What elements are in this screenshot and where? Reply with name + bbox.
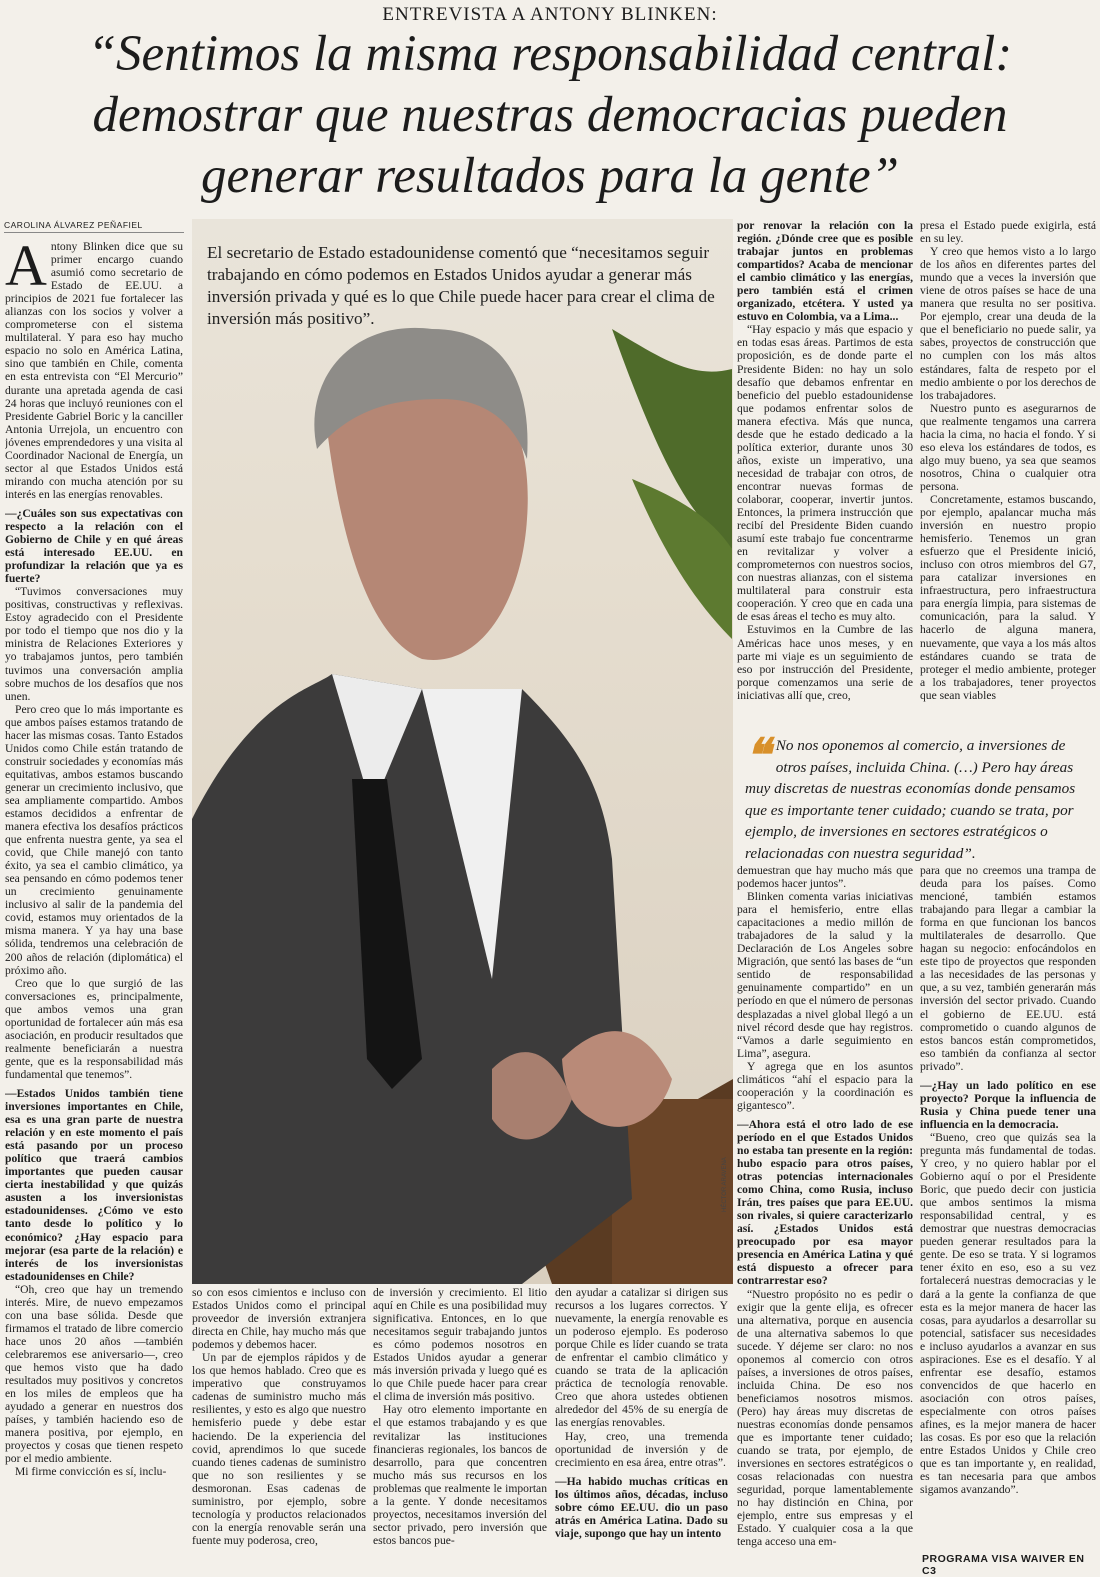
paragraph: “Tuvimos conversaciones muy positivas, constructivas y reflexivas. Estoy agradecido con el Presidente por todo el tiempo que nos dio y la ministra de Relaciones Exteriores y yo trabajamos juntos, pero también tuvimos una conversación amplia sobre muchos de los desafíos que nos unen.: [5, 585, 183, 703]
continued-link[interactable]: PROGRAMA VISA WAIVER EN C3: [922, 1553, 1085, 1577]
paragraph: Concretamente, estamos buscando, por ejemplo, apalancar mucha más inversión en nuestro propio hemisferio. Tenemos un gran esfuerzo que el Presidente inició, incluso con otros miembros del G7, para catalizar inversiones en infraestructura, pero infraestructura para energía limpia, para sistemas de comunicación, para la salud. Y hacerlo de alguna manera, nuevamente, que vaya a los más altos estándares cuando se trata de proteger el medio ambiente, proteger a los trabajadores, tener proyectos que sean viables: [920, 492, 1096, 702]
paragraph: “Hay espacio y más que espacio y en todas esas áreas. Partimos de esta proposición, es de donde parte el Presidente Biden: no hay un solo desafío que debamos enfrentar en beneficio del pueblo estadounidense que podamos enfrentar solos de manera efectiva. Más que nunca, desde que he estado dedicado a la política exterior, durante unos 30 años, existe un imperativo, una necesidad de trabajar con otros, de encontrar nuevas formas de colaborar, cooperar, invertir juntos. Entonces, la primera instrucción que recibí del Presidente Biden cuando asumí este trabajo fue concentrarme en revitalizar y volver a comprometernos con nuestros socios, con nuestras alianzas, con el sistema multilateral para construir esta cooperación. Y creo que en cada una de esas áreas el techo es muy alto.: [737, 323, 913, 624]
paragraph: den ayudar a catalizar si dirigen sus recursos a los lugares correctos. Y nuevamente, la energía renovable es un poderoso ejemplo. Es poderoso porque Chile es líder cuando se trata de enfrentar el cambio climático y cuando se trata de la aplicación práctica de tecnología renovable. Creo que ahora ustedes obtienen alrededor del 45% de su energía de las energías renovables.: [555, 1286, 728, 1430]
column-3b: [555, 1286, 728, 1572]
paragraph: Blinken comenta varias iniciativas para el hemisferio, entre ellas capacitaciones a medio millón de trabajadores de la salud y la Declaración de Los Angeles sobre Migración, que sentó las bases de “un sentido de responsabilidad genuinamente compartido” en un período en que el número de personas desplazadas a nivel global llegó a un nivel récord desde que hay registros. “Vamos a darle seguimiento en Lima”, asegura.: [737, 890, 913, 1060]
paragraph: ntony Blinken dice que su primer encargo cuando asumió como secretario de Estado de EE.UU. a principios de 2021 fue fortalecer las alianzas con los socios y volver a comprometerse con el sistema multilateral. Y para eso hay mucho espacio no solo en América Latina, sino que también en Chile, comenta en esta entrevista con “El Mercurio” durante una apretada agenda de casi 24 horas que incluyó reuniones con el Presidente Gabriel Boric y la canciller Antonia Urrejola, un encuentro con jóvenes emprendedores y una visita al Coordinador Nacional de Energía, un sector al que Estados Unidos está mirando con mucha atención por su interés en las energías renovables.: [5, 240, 183, 501]
portrait-illustration: [192, 219, 733, 1284]
question: —Ahora está el otro lado de ese período en el que Estados Unidos no estaba tan presente en la región: hubo espacio para otros países, otras potencias internacionales como China, como Rusia, incluso Irán, tres países que para EE.UU. son rivales, si quiere caracterizarlo así. ¿Estados Unidos está preocupado por esa mayor presencia en América Latina y qué está dispuesto a ofrecer para contrarrestar eso?: [737, 1117, 913, 1288]
pull-quote: [745, 728, 1085, 864]
paragraph: Nuestro punto es asegurarnos de que realmente tengamos una carrera hacia la cima, no hacia el fondo. Y si eso eleva los estándares de todos, es algo muy bueno, ya sea que seamos nosotros, China o cualquier otra persona.: [920, 401, 1096, 493]
column-5-lower: [920, 864, 1096, 1550]
byline: CAROLINA ÁLVAREZ PEÑAFIEL: [4, 220, 184, 233]
paragraph: presa el Estado puede exigirla, está en su ley.: [920, 219, 1096, 246]
paragraph: Estuvimos en la Cumbre de las Américas hace unos meses, y en parte mi viaje es un seguimiento de eso por instrucción del Presidente, porque comenzamos una serie de iniciativas allí que, creo,: [737, 623, 913, 702]
section-kicker: ENTREVISTA A ANTONY BLINKEN:: [382, 4, 718, 25]
question: —Ha habido muchas críticas en los últimos años, décadas, incluso sobre cómo EE.UU. dio un paso atrás en América Latina. Dado su viaje, supongo que hay un intento: [555, 1474, 728, 1540]
paragraph: para que no creemos una trampa de deuda para los países. Como mencioné, también estamos trabajando para llegar a cambiar la forma en que funcionan los bancos multilaterales de desarrollo. Que hagan su negocio: enfocándolos en este tipo de proyectos que responden a las necesidades de las personas y que, a su vez, también generarán más inversión del sector privado. Cuando el gobierno de EE.UU. está comprometido o cuando algunos de estos bancos están comprometidos, eso también da confianza al sector privado”.: [920, 864, 1096, 1073]
paragraph: demuestran que hay mucho más que podemos hacer juntos”.: [737, 864, 913, 891]
quote-mark-icon: ❝: [745, 728, 770, 782]
column-2: [192, 1286, 366, 1572]
drop-cap: A: [5, 240, 47, 298]
column-5-top: [920, 219, 1096, 723]
question: —¿Cuáles son sus expectativas con respecto a la relación con el Gobierno de Chile y en qué áreas está interesado EE.UU. en profundizar la relación que ya es fuerte?: [5, 506, 183, 586]
paragraph: “Nuestro propósito no es pedir o exigir que la gente elija, es ofrecer una alternativa, porque en ausencia de una alternativa sabemos lo que sucede. Y déjeme ser claro: no nos oponemos al comercio con otros países, a inversiones de otros países, incluida China. De eso nos beneficiamos nosotros mismos. (Pero) hay áreas muy discretas de nuestras economías donde pensamos que es importante tener cuidado; cuando se trata, por ejemplo, de inversiones en sectores estratégicos o cosas relacionadas con nuestra seguridad, porque lamentablemente no hay distinción en China, por ejemplo, entre sus empresas y el Estado. Y cualquier cosa a la que tenga acceso una em-: [737, 1287, 913, 1549]
headline-line-2: demostrar que nuestras democracias pueden: [92, 87, 1008, 143]
paragraph: Hay otro elemento importante en el que estamos trabajando y es que revitalizar las instituciones financieras regionales, los bancos de desarrollo, para que concentren mucho más sus recursos en los problemas que realmente le importan a la gente. Y donde necesitamos proyectos, necesitamos inversión del sector privado, pero inversión que estos bancos pue-: [373, 1403, 547, 1547]
paragraph: Y agrega que en los asuntos climáticos “ahí el espacio para la cooperación y la coordinación es gigantesco”.: [737, 1059, 913, 1112]
column-4-top: [737, 219, 913, 723]
paragraph: Pero creo que lo más importante es que ambos países estamos tratando de hacer las mismas cosas. Tanto Estados Unidos como Chile están tratando de construir sociedades y economías más equitativas, ambos estamos buscando generar un crecimiento inclusivo, que sea ampliamente compartido. Ambos estamos decididos a enfrentar de manera efectiva los desafíos prácticos que enfrenta nuestra gente, ya sea el covid, que Chile manejó con tanto éxito, ya sea el cambio climático, ya sea pensando en cómo podemos tener un crecimiento genuinamente inclusivo al salir de la pandemia del covid, estamos muy orientados de la misma manera. Y ya hay una base sólida, tendremos una celebración de 200 años de relación (diplomática) el próximo año.: [5, 702, 183, 977]
photo-credit: HÉCTOR ARAVENA: [722, 1157, 728, 1212]
lede: El secretario de Estado estadounidense comentó que “necesitamos seguir trabajando en cómo podemos en Estados Unidos ayudar a generar más inversión privada y qué es lo que Chile puede hacer para crear el clima de inversión más positivo”.: [207, 243, 715, 328]
paragraph: Y creo que hemos visto a lo largo de los años en diferentes partes del mundo que a veces la inversión que viene de otros países se hace de una manera que resulta no ser positiva. Por ejemplo, crear una deuda de la que el beneficiario no puede salir, ya sabes, proyectos de construcción que no cumplen con los más altos estándares, falta de respeto por el medio ambiente o por los derechos de los trabajadores.: [920, 245, 1096, 402]
paragraph: “Oh, creo que hay un tremendo interés. Mire, de nuevo empezamos con una base sólida. Desde que firmamos el tratado de libre comercio hace unos 20 años —también celebraremos ese aniversario—, creo que hemos visto que ha dado resultados muy positivos y concretos en los miles de empleos que ha ayudado a generar en nuestros dos países, y también haciendo eso de manera positiva, por ejemplo, en proyectos y cosas que tienen respeto por el medio ambiente.: [5, 1282, 183, 1466]
paragraph: Un par de ejemplos rápidos y de los que hemos hablado. Creo que es imperativo que construyamos cadenas de suministro mucho más resilientes, y esto es algo que nuestro hemisferio puede y debe estar haciendo. De la experiencia del covid, aprendimos lo que sucede cuando tienes cadenas de suministro que no son resilientes y se desmoronan. Esas cadenas de suministro, por ejemplo, sobre tecnología y productos relacionados con la energía renovable serán una fuente muy poderosa, creo,: [192, 1351, 366, 1547]
column-1: [5, 240, 183, 1572]
question: por renovar la relación con la región. ¿Dónde cree que es posible trabajar juntos en problemas compartidos? Acaba de mencionar el cambio climático y las energías, pero también está el crimen organizado, etcétera. Y usted ya estuvo en Colombia, va a Lima...: [737, 219, 913, 324]
question: —Estados Unidos también tiene inversiones importantes en Chile, esa es una gran parte de nuestra relación y en este momento el país está pasando por un proceso político que traerá cambios importantes que pueden causar cierta inestabilidad y que quizás asusten a los inversionistas estadounidenses. ¿Cómo ve esto tanto desde lo político y lo económico? ¿Hay espacio para mejorar (esa parte de la relación) e interés de los inversionistas estadounidenses en Chile?: [5, 1087, 183, 1283]
paragraph: de inversión y crecimiento. El litio aquí en Chile es una posibilidad muy significativa. Entonces, en lo que necesitamos seguir trabajando juntos es cómo podemos nosotros en Estados Unidos ayudar a generar más inversión privada y luego qué es lo que Chile puede hacer para crear el clima de inversión más positivo.: [373, 1286, 547, 1404]
paragraph: Creo que lo que surgió de las conversaciones es, principalmente, que ambos vemos una gran oportunidad de fortalecer aún más esa asociación, en producir resultados que realmente beneficiarán a nuestra gente, que es la responsabilidad más fundamental que tenemos”.: [5, 976, 183, 1081]
paragraph: Mi firme convicción es sí, inclu-: [15, 1465, 167, 1479]
headline-line-1: “Sentimos la misma responsabilidad central:: [87, 26, 1013, 82]
paragraph: Hay, creo, una tremenda oportunidad de inversión y de crecimiento en esa área, entre otras”.: [555, 1429, 728, 1469]
headline: [0, 24, 1100, 207]
paragraph: so con esos cimientos e incluso con Estados Unidos como el principal proveedor de inversión extranjera directa en Chile, hay mucho más que podemos y debemos hacer.: [192, 1286, 366, 1352]
question: —¿Hay un lado político en ese proyecto? Porque la influencia de Rusia y China puede tener una influencia en la democracia.: [920, 1078, 1096, 1131]
headline-line-3: generar resultados para la gente”: [201, 148, 899, 204]
paragraph: “Bueno, creo que quizás sea la pregunta más fundamental de todas. Y creo, y no quiero hablar por el Gobierno aquí o por el Presidente Boric, que puedo decir con justicia que ambos sentimos la misma responsabilidad central, y es demostrar que nuestras democracias pueden generar resultados para la gente. De eso se trata. Y si logramos tener éxito en eso, eso a su vez fortalecerá nuestras democracias y le dará a la gente la confianza de que esta es la mejor manera de hacer las cosas, para ayudarlos a desarrollar su potencial, satisfacer sus necesidades e incluso ayudarlos a avanzar en sus aspiraciones. Ese es el desafío. Y al enfrentar ese desafío, estamos convencidos de que hacerlo en asociación con otros países, especialmente con otros países afines, es la mejor manera de hacer las cosas. Es por eso que la relación entre Estados Unidos y Chile creo que es tan importante y, en realidad, es tan necesaria para que ambos sigamos avanzando”.: [920, 1130, 1096, 1497]
pull-quote-text: No nos oponemos al comercio, a inversiones de otros países, incluida China. (…) Pero hay áreas muy discretas de nuestras economías donde pensamos que es importante tener cuidado; cuando se trata, por ejemplo, de inversiones en sectores estratégicos o relacionadas con nuestra seguridad”.: [745, 737, 1076, 862]
article-photo: [192, 219, 733, 1284]
column-3: [373, 1286, 547, 1572]
column-4-lower: [737, 864, 913, 1572]
